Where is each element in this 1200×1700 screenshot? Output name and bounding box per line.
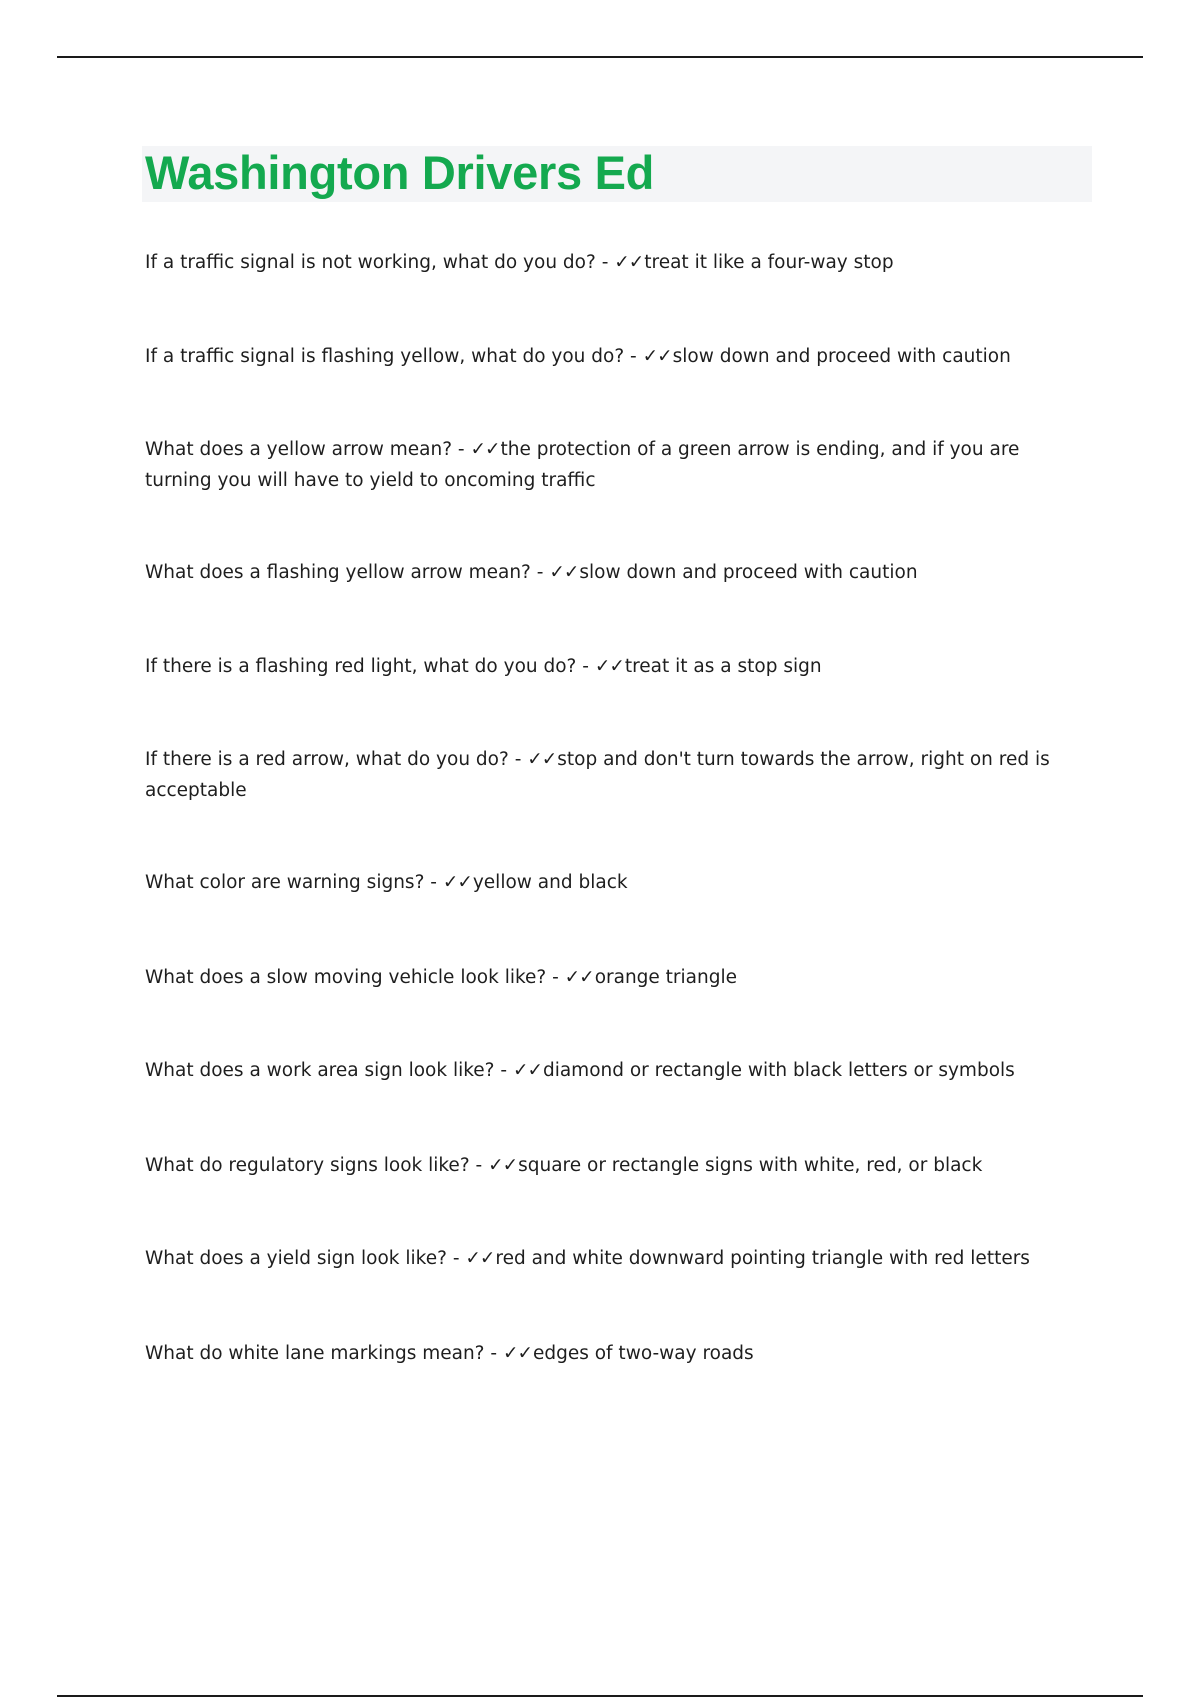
answer: treat it as a stop sign <box>624 656 822 677</box>
bottom-rule <box>57 1695 1143 1697</box>
separator: - <box>546 967 565 988</box>
qa-item-1 <box>145 247 1085 278</box>
qa-item-3 <box>145 434 1085 496</box>
separator: - <box>508 749 528 770</box>
checkmark-icon: ✓✓ <box>502 1343 532 1364</box>
separator: - <box>624 346 643 367</box>
separator: - <box>530 562 550 583</box>
qa-item-12 <box>145 1338 1085 1369</box>
answer: slow down and proceed with caution <box>672 346 1011 367</box>
answer: the protection of a green arrow is ending, and if you are turning you will have to yield to oncoming traffic <box>145 439 1020 491</box>
qa-item-8 <box>145 962 1085 993</box>
separator: - <box>595 252 615 273</box>
question: If a traffic signal is not working, what do you do? <box>145 252 596 273</box>
checkmark-icon: ✓✓ <box>594 656 624 677</box>
qa-item-7 <box>145 867 1085 898</box>
checkmark-icon: ✓✓ <box>642 346 672 367</box>
answer: square or rectangle signs with white, red, or black <box>518 1155 983 1176</box>
question: What does a yellow arrow mean? <box>145 439 453 460</box>
qa-item-11 <box>145 1243 1085 1274</box>
separator: - <box>469 1155 489 1176</box>
checkmark-icon: ✓✓ <box>465 1248 495 1269</box>
separator: - <box>424 872 443 893</box>
qa-item-4 <box>145 557 1085 588</box>
separator: - <box>484 1343 503 1364</box>
separator: - <box>494 1060 513 1081</box>
qa-item-10 <box>145 1150 1085 1181</box>
separator: - <box>452 439 471 460</box>
answer: red and white downward pointing triangle with red letters <box>495 1248 1030 1269</box>
qa-item-9 <box>145 1055 1085 1086</box>
question: If there is a flashing red light, what do you do? <box>145 656 577 677</box>
document-title: Washington Drivers Ed <box>145 146 655 199</box>
answer: slow down and proceed with caution <box>579 562 918 583</box>
qa-item-2 <box>145 341 1085 372</box>
separator: - <box>446 1248 466 1269</box>
qa-item-5 <box>145 651 1085 682</box>
qa-item-6 <box>145 744 1085 806</box>
question: What does a slow moving vehicle look like? <box>145 967 547 988</box>
separator: - <box>576 656 595 677</box>
checkmark-icon: ✓✓ <box>512 1060 542 1081</box>
checkmark-icon: ✓✓ <box>549 562 579 583</box>
question: If there is a red arrow, what do you do? <box>145 749 509 770</box>
checkmark-icon: ✓✓ <box>442 872 472 893</box>
answer: yellow and black <box>472 872 628 893</box>
checkmark-icon: ✓✓ <box>614 252 644 273</box>
checkmark-icon: ✓✓ <box>564 967 594 988</box>
answer: treat it like a four-way stop <box>644 252 894 273</box>
checkmark-icon: ✓✓ <box>527 749 557 770</box>
question: What does a yield sign look like? <box>145 1248 447 1269</box>
answer: edges of two-way roads <box>532 1343 754 1364</box>
question: What do regulatory signs look like? <box>145 1155 470 1176</box>
answer: orange triangle <box>594 967 738 988</box>
question: What do white lane markings mean? <box>145 1343 485 1364</box>
answer: stop and don't turn towards the arrow, right on red is acceptable <box>145 749 1050 801</box>
checkmark-icon: ✓✓ <box>470 439 500 460</box>
question: What does a flashing yellow arrow mean? <box>145 562 531 583</box>
question: What color are warning signs? <box>145 872 425 893</box>
question: What does a work area sign look like? <box>145 1060 495 1081</box>
top-rule <box>57 56 1143 58</box>
answer: diamond or rectangle with black letters or symbols <box>542 1060 1015 1081</box>
question: If a traffic signal is flashing yellow, what do you do? <box>145 346 625 367</box>
checkmark-icon: ✓✓ <box>488 1155 518 1176</box>
